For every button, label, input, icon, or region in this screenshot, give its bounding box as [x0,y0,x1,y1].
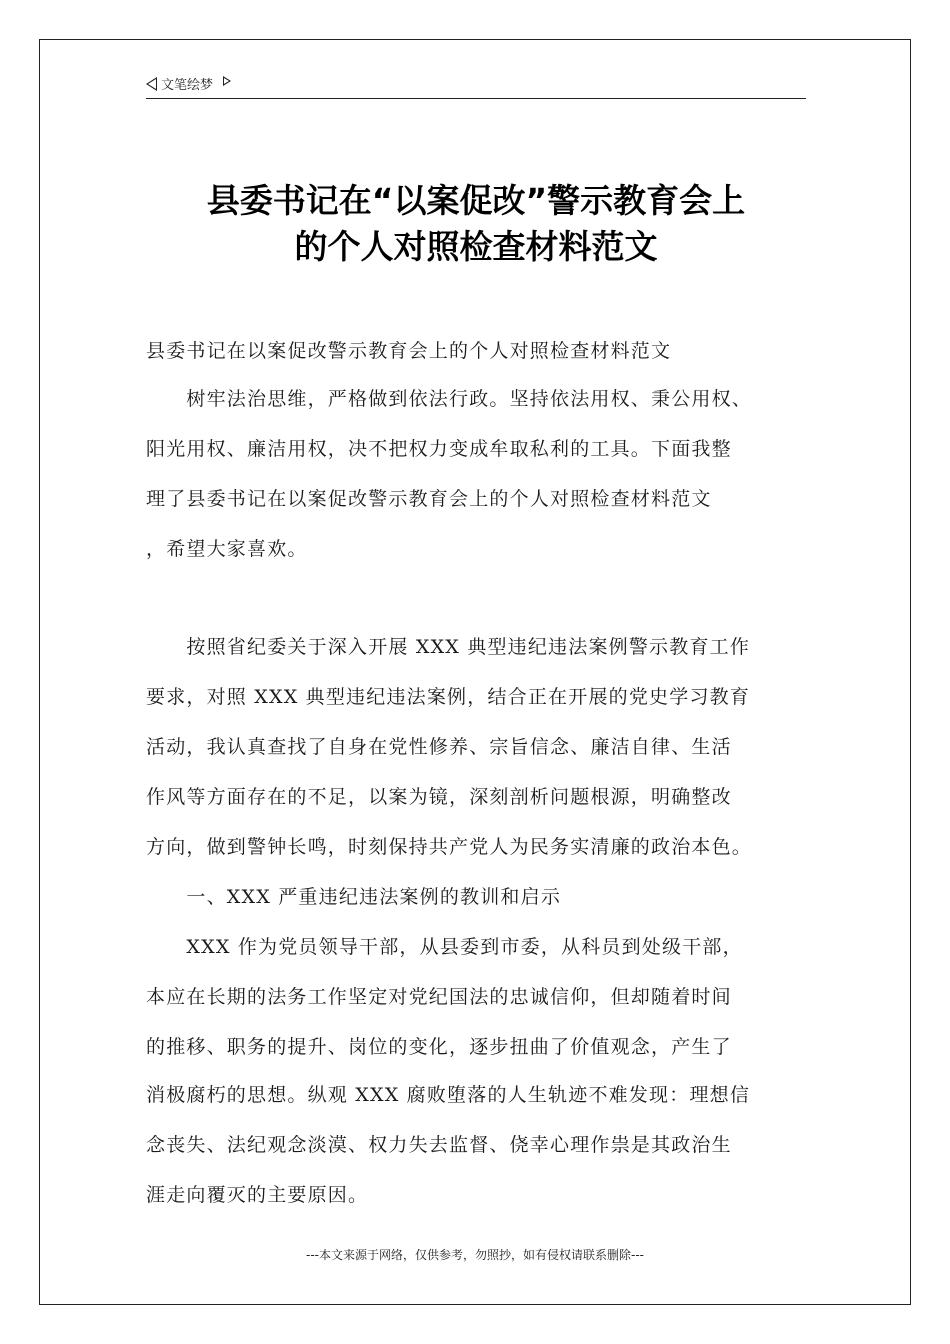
page-header [146,72,806,99]
triangle-left-icon [146,77,157,91]
text-line: 作风等方面存在的不足，以案为镜，深刻剖析问题根源，明确整改 [146,786,732,808]
text-line: 的推移、职务的提升、岗位的变化，逐步扭曲了价值观念，产生了 [146,1036,732,1058]
text-line: 涯走向覆灭的主要原因。 [146,1184,369,1206]
header-brand-label: 文笔绘梦 [161,78,214,93]
footer-disclaimer: ---本文来源于网络，仅供参考，勿照抄，如有侵权请联系删除--- [306,1248,644,1262]
text-line: 县委书记在以案促改警示教育会上的个人对照检查材料范文 [146,340,672,362]
text-line: 活动，我认真查找了自身在党性修养、宗旨信念、廉洁自律、生活 [146,736,732,758]
section-heading: 一、XXX 严重违纪违法案例的教训和启示 [146,886,562,908]
document-title [146,178,806,270]
text-line: 阳光用权、廉洁用权，决不把权力变成牟取私利的工具。下面我整 [146,438,732,460]
text-line: ，希望大家喜欢。 [146,538,308,560]
header-brand [146,74,231,93]
title-line-1: 县委书记在“以案促改”警示教育会上 [206,181,746,220]
text-line: 方向，做到警钟长鸣，时刻保持共产党人为民务实清廉的政治本色。 [146,836,753,858]
text-line: 要求，对照 XXX 典型违纪违法案例，结合正在开展的党史学习教育 [146,686,751,708]
title-line-2: 的个人对照检查材料范文 [294,227,658,266]
text-line: 消极腐朽的思想。纵观 XXX 腐败堕落的人生轨迹不难发现：理想信 [146,1084,751,1106]
text-line: 念丧失、法纪观念淡漠、权力失去监督、侥幸心理作祟是其政治生 [146,1134,732,1156]
text-line: 本应在长期的法务工作坚定对党纪国法的忠诚信仰，但却随着时间 [146,986,732,1008]
text-line: 按照省纪委关于深入开展 XXX 典型违纪违法案例警示教育工作 [146,636,751,658]
text-line: XXX 作为党员领导干部，从县委到市委，从科员到处级干部， [146,936,743,958]
triangle-right-icon [223,76,231,86]
text-line: 理了县委书记在以案促改警示教育会上的个人对照检查材料范文 [146,488,712,510]
text-line: 树牢法治思维，严格做到依法行政。坚持依法用权、秉公用权、 [146,388,753,410]
